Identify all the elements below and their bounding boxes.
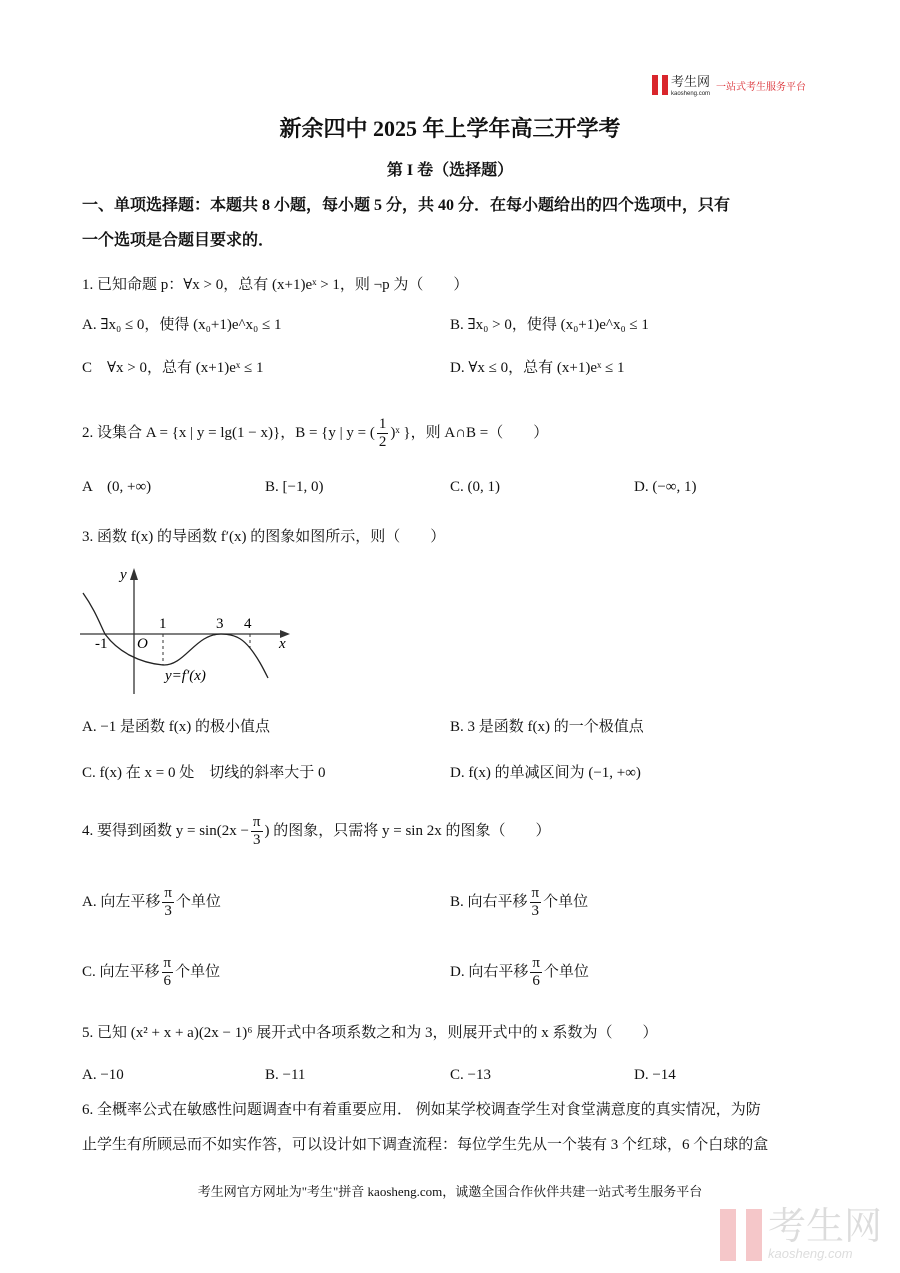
pre: B. 向右平移	[450, 893, 528, 910]
q2-option-d: D. (−∞, 1)	[634, 479, 697, 495]
pre: D. 向右平移	[450, 963, 529, 980]
post: 个单位	[543, 963, 589, 980]
q4-option-d	[450, 955, 589, 990]
denominator: 6	[532, 973, 540, 989]
tick-label: 4	[244, 616, 252, 632]
section-heading-line1: 一、单项选择题：本题共 8 小题，每小题 5 分，共 40 分．在每小题给出的四个选项中，只有	[82, 197, 731, 214]
post: 个单位	[543, 893, 589, 910]
page-title: 新余四中 2025 年上学年高三开学考	[279, 116, 621, 141]
curve-label: y=f′(x)	[165, 668, 206, 684]
q4-stem	[82, 814, 550, 849]
q6-line2: 止学生有所顾忌而不如实作答，可以设计如下调查流程：每位学生先从一个装有 3 个红球，6 个白球的盒	[82, 1137, 769, 1153]
denominator: 2	[378, 434, 387, 450]
watermark-logo-mark	[720, 1209, 762, 1261]
denominator: 3	[252, 832, 261, 848]
q5-option-a: A. −10	[82, 1067, 124, 1083]
page-subtitle: 第 I 卷（选择题）	[386, 162, 514, 179]
q1-option-a: A. ∃x₀ ≤ 0，使得 (x₀+1)e^x₀ ≤ 1	[82, 317, 282, 333]
q5-option-c: C. −13	[450, 1067, 491, 1083]
q2-option-c: C. (0, 1)	[450, 479, 500, 495]
y-axis-arrow	[130, 568, 138, 580]
fraction	[162, 885, 174, 920]
logo-domain: kaosheng.com	[671, 91, 711, 97]
pre: A. 向左平移	[82, 893, 161, 910]
fraction	[162, 955, 174, 990]
q1-stem: 1. 已知命题 p：∀x > 0，总有 (x+1)eˣ > 1，则 ¬p 为（ ）	[82, 277, 469, 293]
q6-line1: 6. 全概率公式在敏感性问题调查中有着重要应用． 例如某学校调查学生对食堂满意度的真实情况，为防	[82, 1102, 761, 1118]
q5-option-b: B. −11	[265, 1067, 306, 1083]
denominator: 6	[163, 973, 172, 989]
q4-option-b	[450, 885, 588, 920]
logo-slogan: 一站式考生服务平台	[716, 81, 807, 93]
q1-option-b: B. ∃x₀ > 0，使得 (x₀+1)e^x₀ ≤ 1	[450, 317, 649, 333]
watermark-text: 考生网	[768, 1206, 883, 1248]
q4-fraction	[251, 814, 263, 849]
numerator: π	[532, 955, 540, 971]
pre: C. 向左平移	[82, 963, 160, 980]
q3-option-b: B. 3 是函数 f(x) 的一个极值点	[450, 719, 644, 735]
tick-label: 3	[216, 616, 224, 632]
kaosheng-watermark	[720, 1208, 882, 1261]
origin-label: O	[137, 636, 148, 652]
section-heading-line2: 一个选项是合题目要求的．	[82, 232, 275, 249]
fraction	[530, 885, 542, 920]
q5-stem: 5. 已知 (x² + x + a)(2x − 1)⁶ 展开式中各项系数之和为 3，则展开式中的 x 系数为（ ）	[82, 1025, 658, 1041]
numerator: π	[163, 955, 172, 971]
fraction	[530, 955, 542, 990]
post: 个单位	[175, 963, 221, 980]
post: 个单位	[175, 893, 221, 910]
q2-option-b: B. [−1, 0)	[265, 479, 324, 495]
q3-option-c: C. f(x) 在 x = 0 处 切线的斜率大于 0	[82, 765, 326, 781]
numerator: π	[164, 885, 172, 901]
q4-option-c	[82, 955, 220, 990]
logo-brand: 考生网	[671, 74, 711, 89]
tick-label: 1	[159, 616, 167, 632]
denominator: 3	[164, 903, 172, 919]
watermark-domain: kaosheng.com	[768, 1246, 853, 1261]
y-axis-label: y	[120, 567, 127, 583]
q3-stem: 3. 函数 f(x) 的导函数 f′(x) 的图象如图所示，则（ ）	[82, 529, 446, 545]
x-axis-label: x	[279, 636, 286, 652]
numerator: π	[252, 814, 261, 830]
q2-stem-a: 2. 设集合 A = {x | y = lg(1 − x)}，B = {y | y = (	[82, 424, 375, 441]
q1-option-c: C ∀x > 0，总有 (x+1)eˣ ≤ 1	[82, 360, 264, 376]
numerator: π	[531, 885, 540, 901]
q4-stem-a: 4. 要得到函数 y = sin(2x −	[82, 822, 249, 839]
derivative-curve	[83, 593, 268, 678]
tick-label: -1	[95, 636, 108, 652]
q2-stem-b: )ˣ }，则 A∩B =（ ）	[390, 424, 549, 441]
q3-option-d: D. f(x) 的单减区间为 (−1, +∞)	[450, 765, 641, 781]
numerator: 1	[378, 416, 387, 432]
q4-stem-b: ) 的图象，只需将 y = sin 2x 的图象（ ）	[264, 822, 551, 839]
page-footer: 考生网官方网址为"考生"拼音 kaosheng.com，诚邀全国合作伙伴共建一站式考生服务平台	[197, 1184, 703, 1199]
q1-option-d: D. ∀x ≤ 0，总有 (x+1)eˣ ≤ 1	[450, 360, 625, 376]
q4-option-a	[82, 885, 221, 920]
denominator: 3	[531, 903, 540, 919]
q2-option-a: A (0, +∞)	[82, 479, 152, 495]
q3-option-a: A. −1 是函数 f(x) 的极小值点	[82, 719, 271, 735]
q5-option-d: D. −14	[634, 1067, 676, 1083]
